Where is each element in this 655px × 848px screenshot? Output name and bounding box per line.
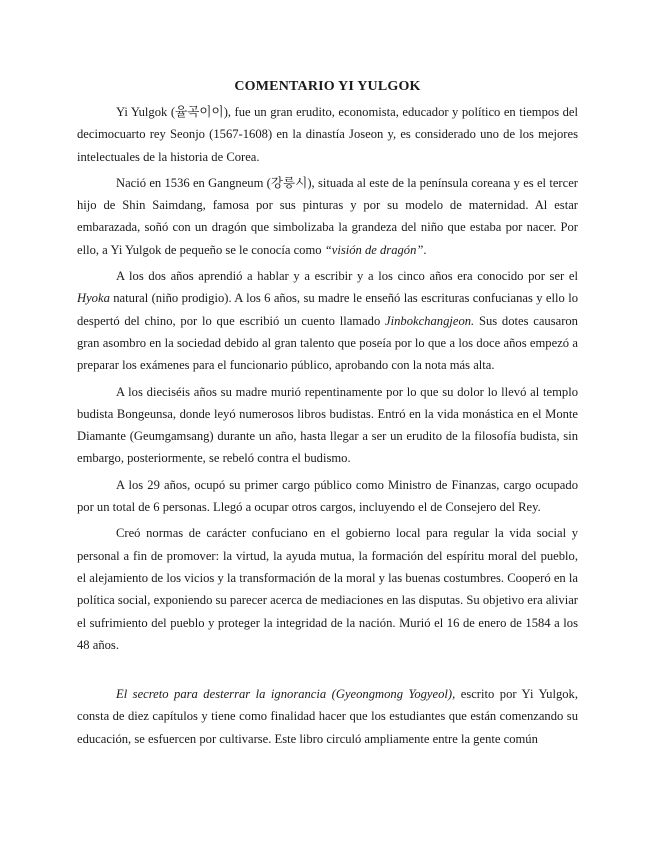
paragraph-buddhism: A los dieciséis años su madre murió repentinamente por lo que su dolor lo llevó al templo budista Bongeunsa, donde leyó numerosos libros budistas. Entró en la vida monástica en el Monte Diamante (Geumgamsang) durante un año, hasta llegar a ser un erudito de la filosofía budista, sin embargo, posteriormente, se rebeló contra el budismo. bbox=[77, 384, 578, 466]
paragraph-birth bbox=[77, 172, 578, 261]
paragraph-text: escrito por Yi Yulgok, consta de diez capítulos y tiene como finalidad hacer que los estudiantes que están comenzando su educación, se esfuercen por cultivarse. Este libro circuló ampliamente entre la gente común bbox=[77, 687, 578, 746]
paragraph-intro bbox=[77, 101, 578, 168]
document-page bbox=[77, 78, 578, 754]
paragraph-text: natural (niño prodigio). A los 6 años, su madre le enseñó las escrituras confucianas y ello lo despertó del chino, por lo que escribió un cuento llamado bbox=[77, 291, 578, 328]
paragraph-book bbox=[77, 683, 578, 750]
paragraph-text: ), fue un gran erudito, economista, educador y político en tiempos del decimocuarto rey Seonjo (1567-1608) en la dinastía Joseon y, es considerado uno de los mejores intelectuales de la historia de Corea. bbox=[77, 105, 578, 164]
paragraph-text: Sus dotes causaron gran asombro en la sociedad debido al gran talento que poseía por lo que a los doce años empezó a preparar los exámenes para el funcionario público, aprobando con la nota más alta. bbox=[77, 313, 578, 373]
paragraph-text: Nació en 1536 en Gangneum ( bbox=[116, 175, 271, 190]
korean-name: 율곡이이 bbox=[175, 105, 224, 119]
paragraph-reforms: Creó normas de carácter confuciano en el gobierno local para regular la vida social y personal a fin de promover: la virtud, la ayuda mutua, la formación del espíritu moral del pueblo, el alejamiento de los vicios y la transformación de la moral y las buenas costumbres. Cooperó en la política social, exponiendo su parecer acerca de mediaciones en las disputas. Su objetivo era aliviar el sufrimiento del pueblo y proteger la integridad de la nación. Murió el 16 de enero de 1584 a los 48 años. bbox=[77, 526, 578, 652]
paragraph-text: . bbox=[423, 242, 427, 257]
emphasis-text: Jinbokchangjeon. bbox=[385, 313, 475, 328]
paragraph-childhood bbox=[77, 265, 578, 376]
korean-place: 강릉시 bbox=[270, 175, 308, 190]
paragraph-text: ), situada al este de la península coreana y es el tercer hijo de Shin Saimdang, famosa por sus pinturas y por su modelo de maternidad. Al estar embarazada, soñó con un dragón que simbolizaba la grandeza del niño que estaba por nacer. Por ello, a Yi Yulgok de pequeño se le conocía como bbox=[77, 175, 578, 257]
paragraph-text: A los dos años aprendió a hablar y a escribir y a los cinco años era conocido por ser el bbox=[116, 269, 578, 284]
emphasis-text: “visión de dragón” bbox=[324, 242, 424, 257]
paragraph-text: Yi Yulgok ( bbox=[116, 105, 176, 119]
paragraph-career: A los 29 años, ocupó su primer cargo público como Ministro de Finanzas, cargo ocupado por un total de 6 personas. Llegó a ocupar otros cargos, incluyendo el de Consejero del Rey. bbox=[77, 477, 578, 515]
document-title: COMENTARIO YI YULGOK bbox=[234, 79, 421, 94]
emphasis-text: Hyoka bbox=[77, 291, 110, 306]
book-title: El secreto para desterrar la ignorancia (Gyeongmong Yogyeol), bbox=[116, 687, 456, 702]
